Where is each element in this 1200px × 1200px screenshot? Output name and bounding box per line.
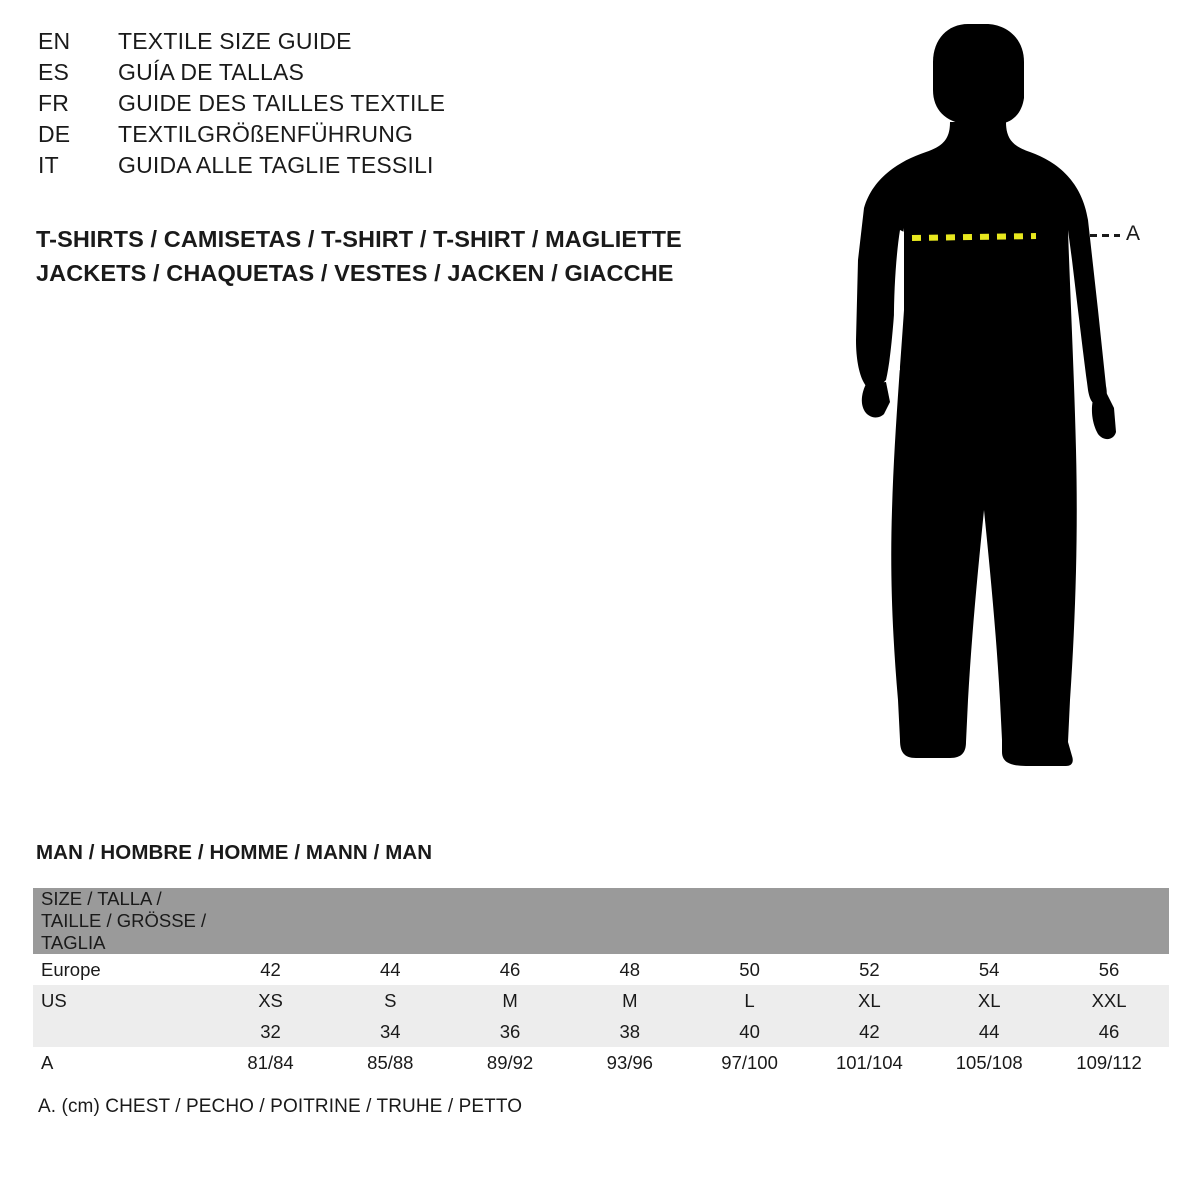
table-header-label: SIZE / TALLA / TAILLE / GRÖSSE / TAGLIA: [33, 888, 211, 954]
row-cell: 85/88: [330, 1047, 450, 1078]
language-text: GUIDA ALLE TAGLIE TESSILI: [118, 152, 434, 178]
table-header-spacer: [809, 888, 929, 954]
language-row: [38, 152, 758, 183]
row-cell: 54: [929, 954, 1049, 985]
row-cell: M: [570, 985, 690, 1016]
table-header-spacer: [330, 888, 450, 954]
row-cell: 50: [690, 954, 810, 985]
language-code: EN: [38, 28, 71, 54]
row-label: A: [33, 1047, 211, 1078]
language-row: [38, 121, 758, 152]
language-code: IT: [38, 152, 59, 178]
row-cell: 34: [330, 1016, 450, 1047]
row-cell: 48: [570, 954, 690, 985]
garment-line-jackets: JACKETS / CHAQUETAS / VESTES / JACKEN / GIACCHE: [36, 260, 674, 286]
table-header-spacer: [690, 888, 810, 954]
footnote-chest: A. (cm) CHEST / PECHO / POITRINE / TRUHE / PETTO: [38, 1096, 523, 1117]
language-text: TEXTILE SIZE GUIDE: [118, 28, 352, 54]
row-label: [33, 1016, 211, 1047]
row-cell: 46: [450, 954, 570, 985]
row-label: Europe: [33, 954, 211, 985]
row-cell: XL: [809, 985, 929, 1016]
row-cell: 101/104: [809, 1047, 929, 1078]
language-text: TEXTILGRÖßENFÜHRUNG: [118, 121, 414, 147]
row-cell: 44: [929, 1016, 1049, 1047]
language-row: [38, 28, 758, 59]
row-cell: XXL: [1049, 985, 1169, 1016]
table-header-spacer: [211, 888, 331, 954]
garment-categories: [36, 222, 796, 290]
chest-measure-line: [800, 10, 1200, 800]
row-cell: 56: [1049, 954, 1169, 985]
row-cell: 42: [809, 1016, 929, 1047]
measure-label-a: A: [1126, 222, 1141, 245]
row-cell: 93/96: [570, 1047, 690, 1078]
row-cell: S: [330, 985, 450, 1016]
table-header-spacer: [570, 888, 690, 954]
language-header: [38, 28, 758, 183]
row-cell: 32: [211, 1016, 331, 1047]
row-cell: 109/112: [1049, 1047, 1169, 1078]
table-row: [33, 985, 1169, 1016]
body-silhouette-figure: [800, 10, 1200, 800]
row-cell: XL: [929, 985, 1049, 1016]
table-header-row: [33, 888, 1169, 954]
language-text: GUIDE DES TAILLES TEXTILE: [118, 90, 446, 116]
row-cell: 46: [1049, 1016, 1169, 1047]
row-cell: 81/84: [211, 1047, 331, 1078]
table-header-spacer: [1049, 888, 1169, 954]
row-label: US: [33, 985, 211, 1016]
section-title-man: MAN / HOMBRE / HOMME / MANN / MAN: [36, 841, 433, 864]
row-cell: M: [450, 985, 570, 1016]
measure-leader-line: [1090, 234, 1120, 237]
table-header-spacer: [450, 888, 570, 954]
language-row: [38, 59, 758, 90]
row-cell: 44: [330, 954, 450, 985]
table-row: [33, 1047, 1169, 1078]
garment-line-tshirts: T-SHIRTS / CAMISETAS / T-SHIRT / T-SHIRT / MAGLIETTE: [36, 226, 682, 252]
row-cell: L: [690, 985, 810, 1016]
language-code: DE: [38, 121, 71, 147]
row-cell: 105/108: [929, 1047, 1049, 1078]
row-cell: 40: [690, 1016, 810, 1047]
table-row: [33, 954, 1169, 985]
size-table: [33, 888, 1169, 1078]
row-cell: 38: [570, 1016, 690, 1047]
row-cell: 52: [809, 954, 929, 985]
language-code: ES: [38, 59, 70, 85]
row-cell: 97/100: [690, 1047, 810, 1078]
table-row: [33, 1016, 1169, 1047]
language-text: GUÍA DE TALLAS: [118, 59, 305, 85]
row-cell: 89/92: [450, 1047, 570, 1078]
language-row: [38, 90, 758, 121]
row-cell: 36: [450, 1016, 570, 1047]
row-cell: XS: [211, 985, 331, 1016]
language-code: FR: [38, 90, 70, 116]
table-header-spacer: [929, 888, 1049, 954]
row-cell: 42: [211, 954, 331, 985]
